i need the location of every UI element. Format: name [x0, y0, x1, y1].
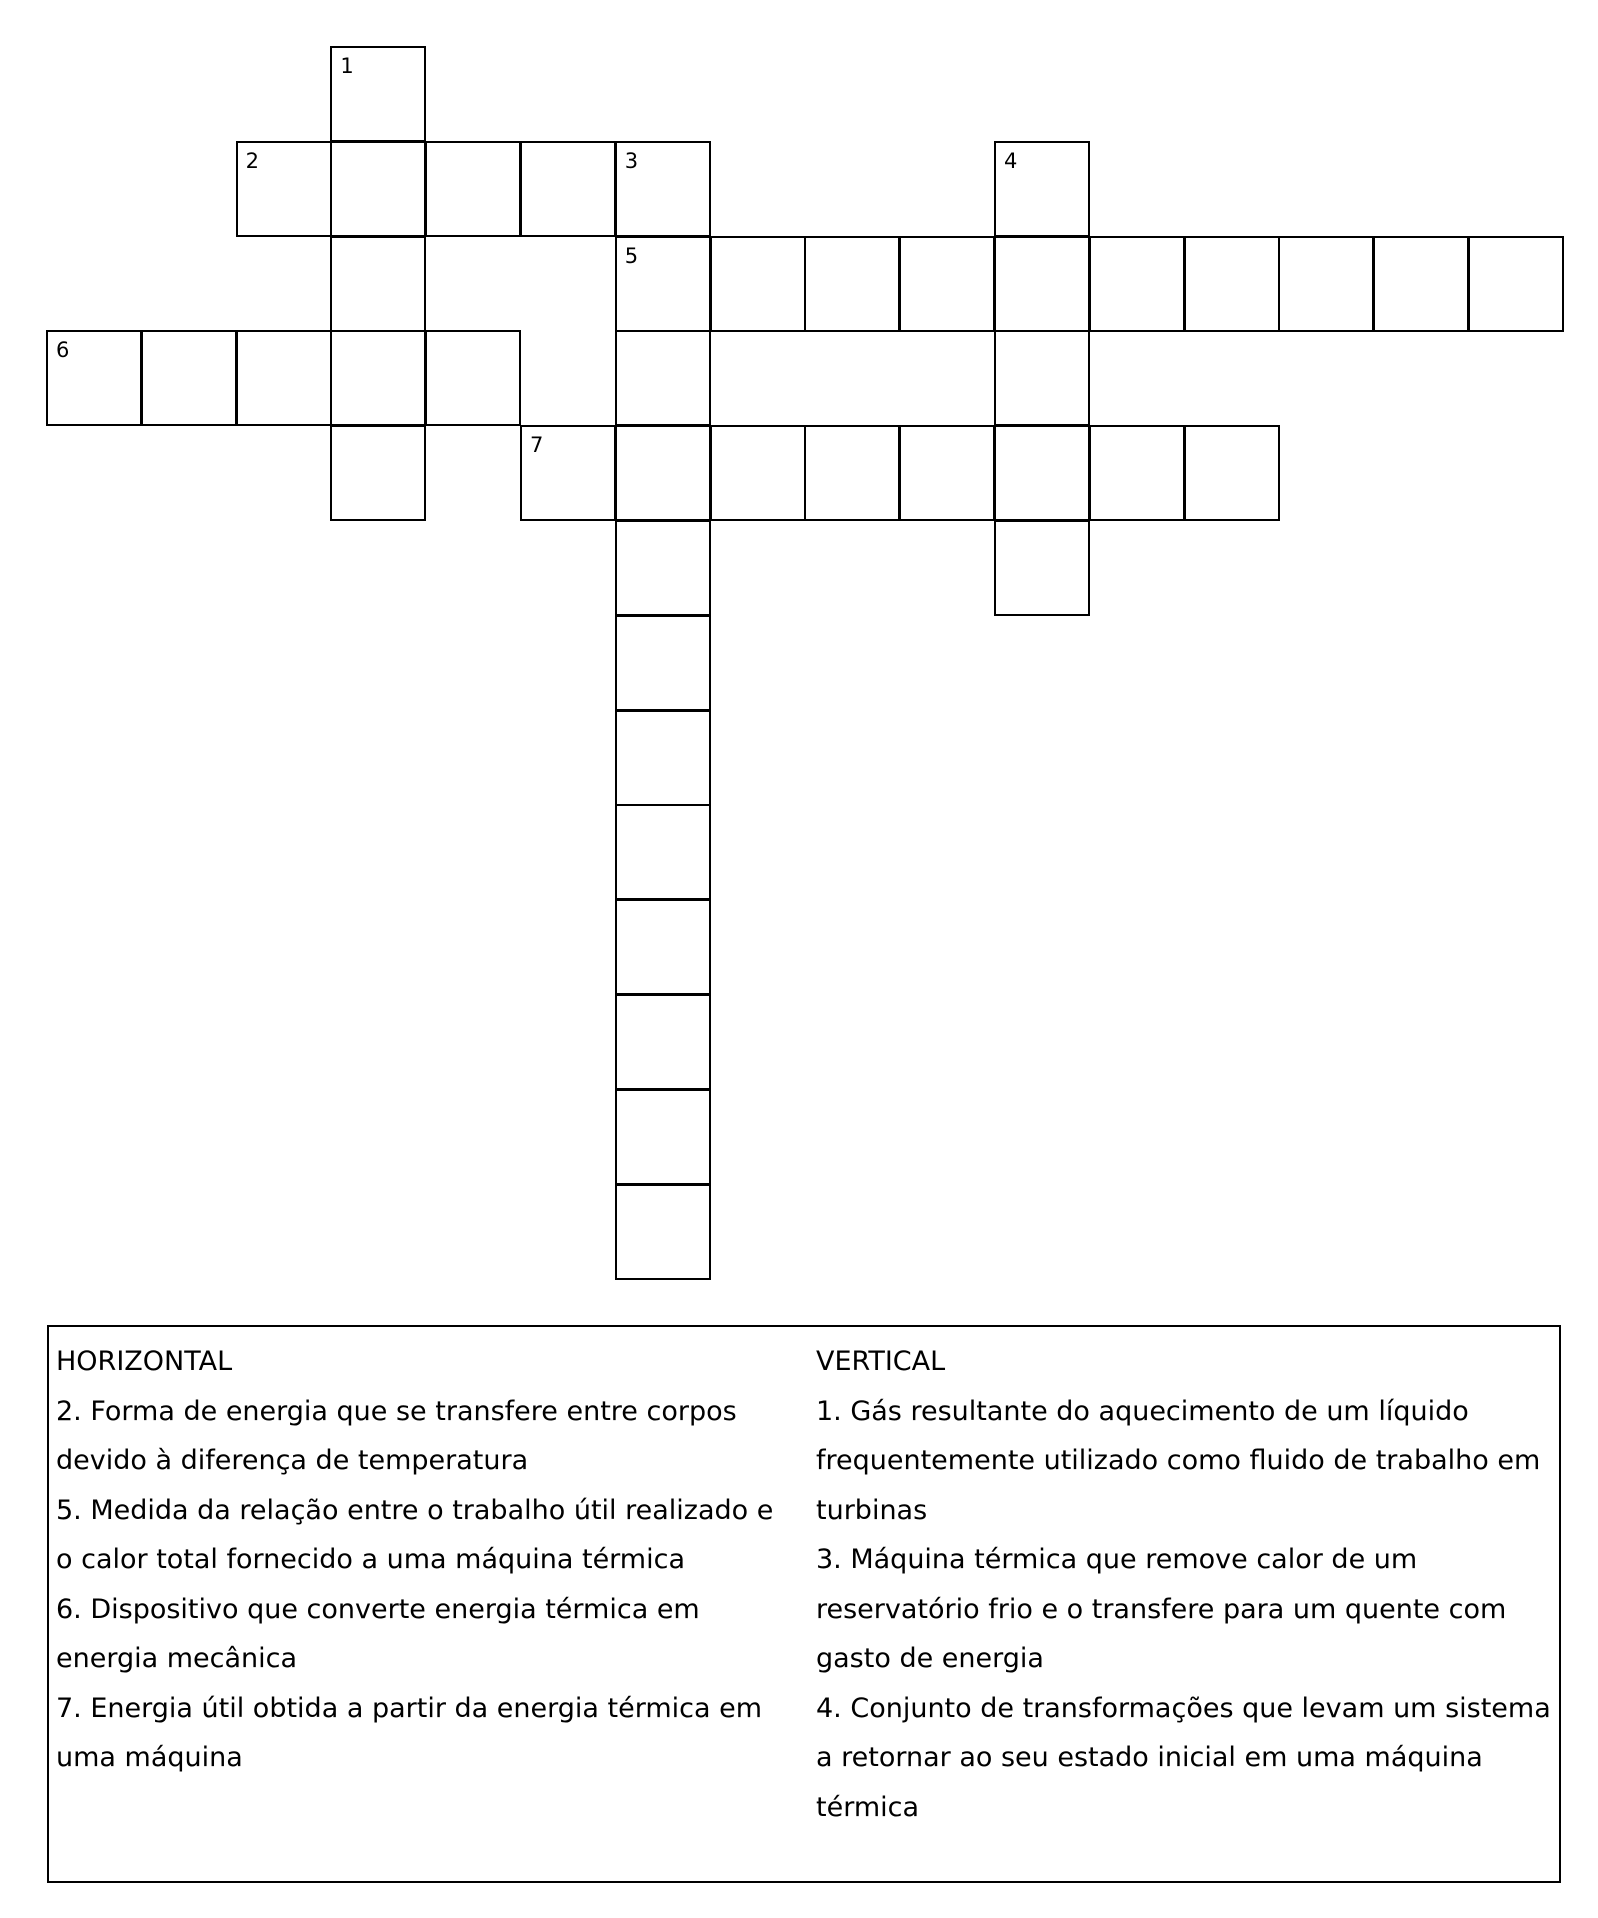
crossword-cell[interactable]: [994, 236, 1090, 332]
crossword-cell[interactable]: [141, 330, 237, 426]
clue-number: 5: [624, 243, 639, 268]
crossword-cell[interactable]: [330, 236, 426, 332]
crossword-cell[interactable]: [425, 141, 521, 237]
clue-box: [47, 1325, 1561, 1883]
clue-number: 2: [245, 148, 259, 173]
crossword-cell[interactable]: [1373, 236, 1469, 332]
crossword-cell[interactable]: [1278, 236, 1374, 332]
crossword-cell[interactable]: [330, 425, 426, 521]
crossword-cell[interactable]: [615, 804, 711, 900]
crossword-cell[interactable]: [615, 1089, 711, 1185]
crossword-cell[interactable]: [1468, 236, 1564, 332]
clue-number: 7: [530, 433, 544, 458]
crossword-cell[interactable]: [994, 330, 1090, 426]
clue-horizontal-2: 2. Forma de energia que se transfere entre corpos devido à diferença de temperatura: [56, 1395, 737, 1476]
clue-vertical-4: 4. Conjunto de transformações que levam um sistema a retornar ao seu estado inicial em uma máquina térmica: [816, 1692, 1551, 1823]
crossword-cell[interactable]: [330, 46, 426, 142]
crossword-cell[interactable]: [710, 425, 806, 521]
crossword-cell[interactable]: [615, 994, 711, 1090]
vertical-clues: [816, 1337, 1556, 1832]
crossword-cell[interactable]: [710, 236, 806, 332]
clue-horizontal-5: 5. Medida da relação entre o trabalho útil realizado e o calor total fornecido a uma máquina térmica: [56, 1494, 774, 1575]
clue-vertical-3: 3. Máquina térmica que remove calor de um reservatório frio e o transfere para um quente com gasto de energia: [816, 1544, 1507, 1674]
crossword-cell[interactable]: [615, 615, 711, 711]
crossword-cell[interactable]: [615, 425, 711, 521]
crossword-cell[interactable]: [994, 425, 1090, 521]
vertical-heading: VERTICAL: [816, 1346, 946, 1377]
clue-number: 3: [624, 148, 639, 173]
clue-number: 6: [56, 338, 70, 363]
crossword-cell[interactable]: [899, 236, 995, 332]
crossword-cell[interactable]: [1089, 425, 1185, 521]
crossword-cell[interactable]: [615, 899, 711, 995]
crossword-cell[interactable]: [615, 236, 711, 332]
crossword-cell[interactable]: [520, 425, 616, 521]
clue-vertical-1: 1. Gás resultante do aquecimento de um líquido frequentemente utilizado como fluido de trabalho em turbinas: [816, 1395, 1541, 1526]
clue-number: 1: [340, 54, 354, 78]
crossword-cell[interactable]: [615, 710, 711, 806]
crossword-cell[interactable]: [804, 236, 900, 332]
clue-horizontal-7: 7. Energia útil obtida a partir da energia térmica em uma máquina: [56, 1692, 763, 1773]
crossword-cell[interactable]: [615, 141, 711, 237]
crossword-cell[interactable]: [425, 330, 521, 426]
clue-horizontal-6: 6. Dispositivo que converte energia térmica em energia mecânica: [56, 1593, 700, 1674]
crossword-cell[interactable]: [994, 141, 1090, 237]
crossword-cell[interactable]: [804, 425, 900, 521]
crossword-cell[interactable]: [899, 425, 995, 521]
crossword-cell[interactable]: [615, 330, 711, 426]
crossword-cell[interactable]: [330, 141, 426, 237]
horizontal-clues: [56, 1337, 796, 1783]
crossword-cell[interactable]: [236, 330, 332, 426]
crossword-cell[interactable]: [994, 520, 1090, 616]
horizontal-heading: HORIZONTAL: [56, 1346, 233, 1377]
crossword-cell[interactable]: [1184, 236, 1280, 332]
crossword-cell[interactable]: [520, 141, 616, 237]
crossword-cell[interactable]: [46, 330, 142, 426]
crossword-cell[interactable]: [1184, 425, 1280, 521]
clue-number: 4: [1004, 148, 1018, 173]
crossword-cell[interactable]: [615, 520, 711, 616]
crossword-cell[interactable]: [330, 330, 426, 426]
crossword-cell[interactable]: [236, 141, 332, 237]
crossword-cell[interactable]: [1089, 236, 1185, 332]
crossword-cell[interactable]: [615, 1184, 711, 1280]
